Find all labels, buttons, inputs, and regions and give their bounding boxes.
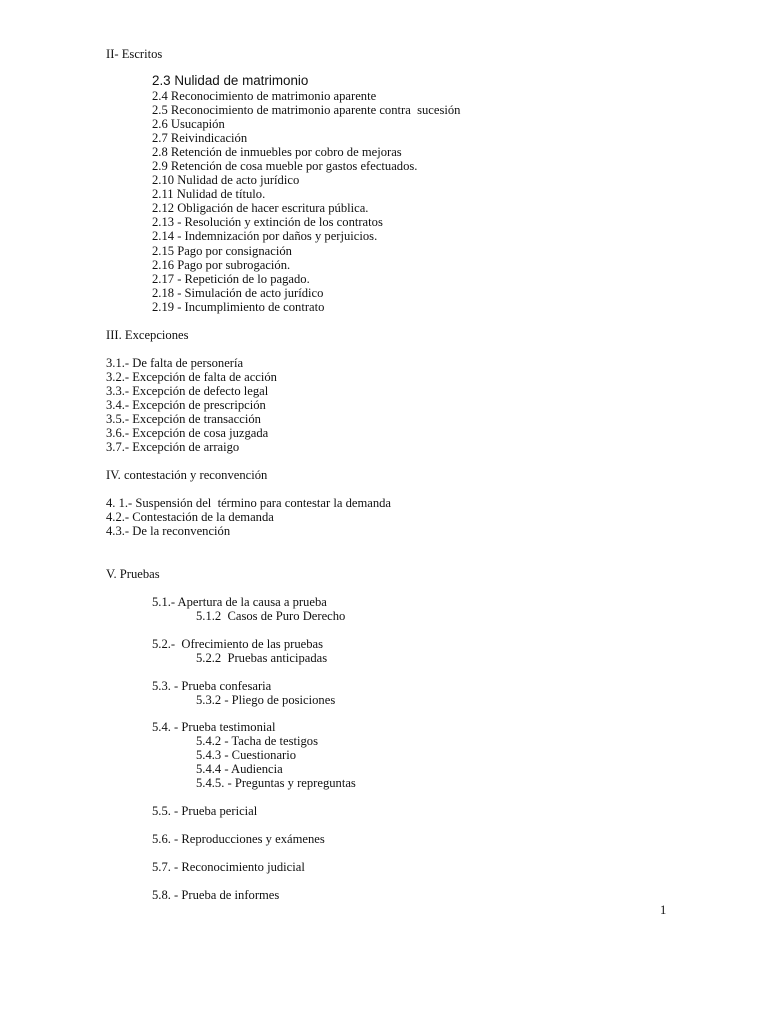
list-item: 2.12 Obligación de hacer escritura pública. <box>152 201 369 215</box>
list-item: 5.7. - Reconocimiento judicial <box>152 860 305 874</box>
list-item: 2.19 - Incumplimiento de contrato <box>152 300 325 314</box>
list-subitem: 5.2.2 Pruebas anticipadas <box>196 651 328 665</box>
list-subitem: 5.4.3 - Cuestionario <box>196 748 297 762</box>
list-item: 5.5. - Prueba pericial <box>152 804 258 818</box>
list-item: 2.11 Nulidad de título. <box>152 187 266 201</box>
list-item: 2.9 Retención de cosa mueble por gastos efectuados. <box>152 159 418 173</box>
list-subitem: 5.4.2 - Tacha de testigos <box>196 734 318 748</box>
list-subitem: 5.4.4 - Audiencia <box>196 762 283 776</box>
list-item: 2.3 Nulidad de matrimonio <box>152 73 309 88</box>
list-item: 3.2.- Excepción de falta de acción <box>106 370 277 384</box>
list-item: 5.3. - Prueba confesaria <box>152 679 272 693</box>
list-item: 2.14 - Indemnización por daños y perjuicios. <box>152 229 378 243</box>
list-item: 5.6. - Reproducciones y exámenes <box>152 832 325 846</box>
list-item: 5.2.- Ofrecimiento de las pruebas <box>152 637 324 651</box>
list-item: 5.4. - Prueba testimonial <box>152 720 276 734</box>
list-item: 2.5 Reconocimiento de matrimonio aparente contra sucesión <box>152 103 461 117</box>
list-item: 2.15 Pago por consignación <box>152 244 292 258</box>
section-heading-excepciones: III. Excepciones <box>106 328 189 342</box>
list-item: 2.17 - Repetición de lo pagado. <box>152 272 310 286</box>
list-item: 3.4.- Excepción de prescripción <box>106 398 266 412</box>
page-number: 1 <box>660 903 667 917</box>
section-heading-escritos: II- Escritos <box>106 47 163 61</box>
list-item: 3.7.- Excepción de arraigo <box>106 440 240 454</box>
list-subitem: 5.3.2 - Pliego de posiciones <box>196 693 336 707</box>
list-item: 2.6 Usucapión <box>152 117 225 131</box>
list-item: 3.1.- De falta de personería <box>106 356 244 370</box>
list-item: 4.2.- Contestación de la demanda <box>106 510 274 524</box>
list-item: 3.3.- Excepción de defecto legal <box>106 384 269 398</box>
list-item: 2.10 Nulidad de acto jurídico <box>152 173 300 187</box>
list-subitem: 5.1.2 Casos de Puro Derecho <box>196 609 346 623</box>
list-item: 5.8. - Prueba de informes <box>152 888 280 902</box>
list-item: 2.13 - Resolución y extinción de los contratos <box>152 215 383 229</box>
list-item: 4.3.- De la reconvención <box>106 524 231 538</box>
list-item: 2.4 Reconocimiento de matrimonio aparente <box>152 89 377 103</box>
list-item: 3.5.- Excepción de transacción <box>106 412 261 426</box>
list-item: 3.6.- Excepción de cosa juzgada <box>106 426 269 440</box>
list-item: 2.16 Pago por subrogación. <box>152 258 291 272</box>
list-subitem: 5.4.5. - Preguntas y repreguntas <box>196 776 356 790</box>
list-item: 5.1.- Apertura de la causa a prueba <box>152 595 327 609</box>
list-item: 2.18 - Simulación de acto jurídico <box>152 286 324 300</box>
list-item: 4. 1.- Suspensión del término para contestar la demanda <box>106 496 392 510</box>
section-heading-contestacion: IV. contestación y reconvención <box>106 468 268 482</box>
section-heading-pruebas: V. Pruebas <box>106 567 160 581</box>
list-item: 2.7 Reivindicación <box>152 131 248 145</box>
list-item: 2.8 Retención de inmuebles por cobro de mejoras <box>152 145 402 159</box>
